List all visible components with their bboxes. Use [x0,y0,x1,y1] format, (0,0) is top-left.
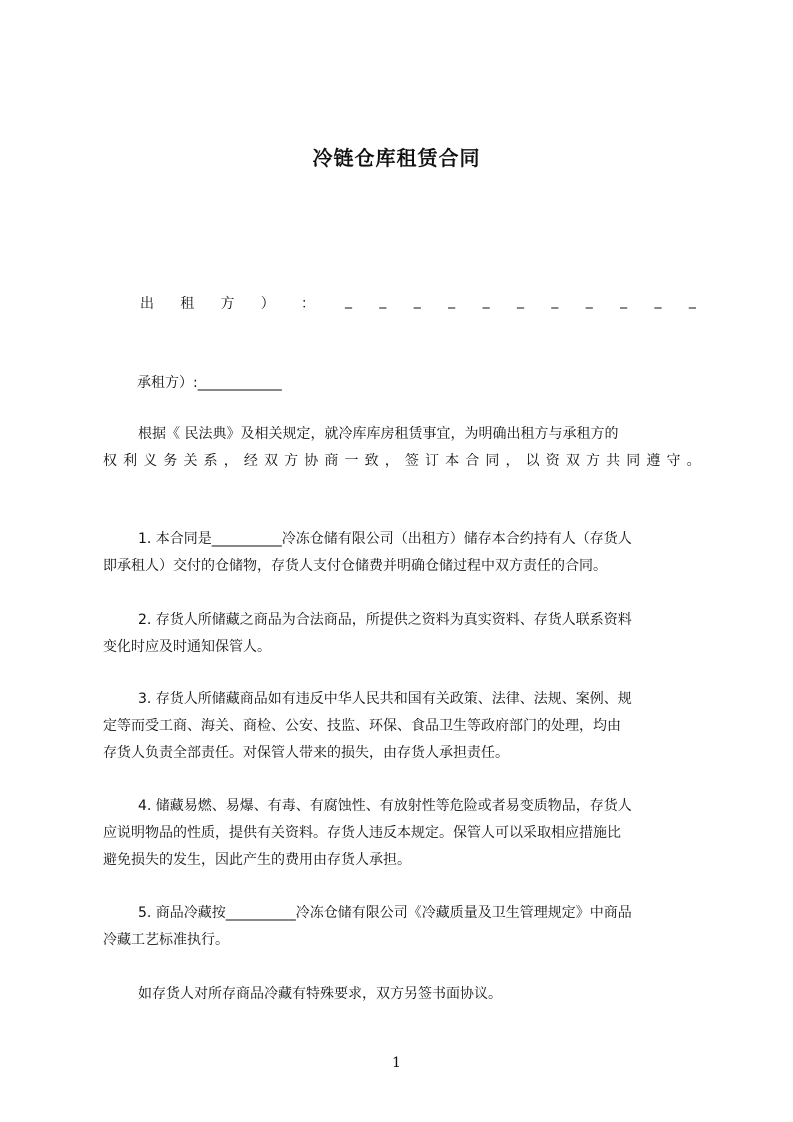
intro-char: ， [505,453,520,469]
closing-paragraph [103,981,701,1008]
intro-char: 一 [344,453,359,469]
document-title: 冷链仓库租赁合同 [312,146,481,170]
blank-char: _ [413,293,421,309]
intro-char: ， [384,453,399,469]
blank-char: _ [551,293,559,309]
intro-char: 权 [103,453,117,469]
intro-char: 订 [425,453,439,469]
clause-line [103,927,701,954]
intro-char: 守 [666,453,681,469]
intro-char: 关 [183,453,198,469]
intro-char: 方 [284,453,299,469]
clause-text: 冷藏工艺标准执行。 [103,932,229,948]
clause-4 [103,793,701,874]
intro-char: ， [223,453,238,469]
clause-text: 2. 存货人所储藏之商品为合法商品，所提供之资料为真实资料、存货人联系资料 [138,612,632,628]
blank-char: _ [654,293,662,309]
clause-line [103,686,701,713]
closing-text: 如存货人对所存商品冷藏有特殊要求，双方另签书面协议。 [138,986,502,1002]
clause-text: 3. 存货人所储藏商品如有违反中华人民共和国有关政策、法律、法规、案例、规 [138,691,632,707]
clause-line [103,820,701,847]
clause-text: 应说明物品的性质，提供有关资料。存货人违反本规定。保管人可以采取相应措施比 [103,825,621,841]
intro-char: 致 [364,453,379,469]
intro-paragraph [103,421,701,475]
intro-char: 双 [565,453,580,469]
intro-char: 以 [525,453,540,469]
clause-2 [103,607,701,661]
intro-char: 同 [485,453,500,469]
blank-char: _ [688,293,696,309]
lessor-label-char: ： [301,296,315,312]
intro-char: 义 [143,453,158,469]
blank-char: _ [585,293,593,309]
intro-char: 双 [264,453,278,469]
clause-5 [103,900,701,954]
clause-line [103,607,701,634]
lessor-label-char: 出 [140,296,154,312]
clause-line [103,900,701,927]
intro-char: 协 [304,453,319,469]
clause-text: 变化时应及时通知保管人。 [103,639,271,655]
intro-char: 。 [686,453,701,469]
intro-char: 签 [404,453,419,469]
lessor-label-char: ） [260,296,275,312]
blank-char: _ [345,293,352,309]
blank-char: _ [379,293,387,309]
intro-char: 利 [123,453,138,469]
page-number: 1 [392,1055,401,1071]
clause-text: 5. 商品冷藏按__________冷冻仓储有限公司《冷藏质量及卫生管理规定》中商品 [138,905,632,921]
intro-char: 商 [324,453,339,469]
intro-line-2 [103,448,701,475]
clause-line [103,526,701,553]
intro-line-1-text: 根据《 民法典》及相关规定，就冷库库房租赁事宜，为明确出租方与承租方的 [138,426,619,442]
blank-char: _ [482,293,490,309]
lessor-blank [345,293,696,309]
clause-text: 避免损失的发生，因此产生的费用由存货人承担。 [103,852,411,868]
lessor-label-char: 租 [180,296,195,312]
blank-char: _ [516,293,524,309]
blank-char: _ [448,293,456,309]
lessor-label-char: 方 [220,296,235,312]
clause-3 [103,686,701,767]
intro-char: 共 [606,453,621,469]
blank-char: _ [620,293,628,309]
clause-text: 即承租人）交付的仓储物，存货人支付仓储费并明确仓储过程中双方责任的合同。 [103,558,607,574]
clause-line [103,740,701,767]
intro-line-1 [103,421,701,448]
intro-char: 经 [243,453,258,469]
clause-text: 存货人负责全部责任。对保管人带来的损失，由存货人承担责任。 [103,745,509,761]
intro-char: 资 [545,453,560,469]
clause-line [103,634,701,661]
closing-line [103,981,701,1008]
clause-line [103,553,701,580]
intro-char: 务 [163,453,178,469]
intro-char: 合 [465,453,480,469]
clause-1 [103,526,701,580]
intro-char: 系 [203,453,218,469]
clause-text: 4. 储藏易燃、易爆、有毒、有腐蚀性、有放射性等危险或者易变质物品，存货人 [138,798,632,814]
intro-char: 同 [626,453,641,469]
clause-line [103,847,701,874]
intro-char: 方 [586,453,600,469]
clause-text: 1. 本合同是__________冷冻仓储有限公司（出租方）储存本合约持有人（存货人 [138,531,632,547]
intro-char: 本 [445,453,460,469]
clause-line [103,713,701,740]
lessor-label [140,293,315,313]
intro-char: 遵 [646,453,661,469]
lessor-line [140,293,696,315]
clause-line [103,793,701,820]
lessee-line: 承租方）:____________ [137,375,282,391]
clause-text: 定等而受工商、海关、商检、公安、技监、环保、食品卫生等政府部门的处理，均由 [103,718,621,734]
